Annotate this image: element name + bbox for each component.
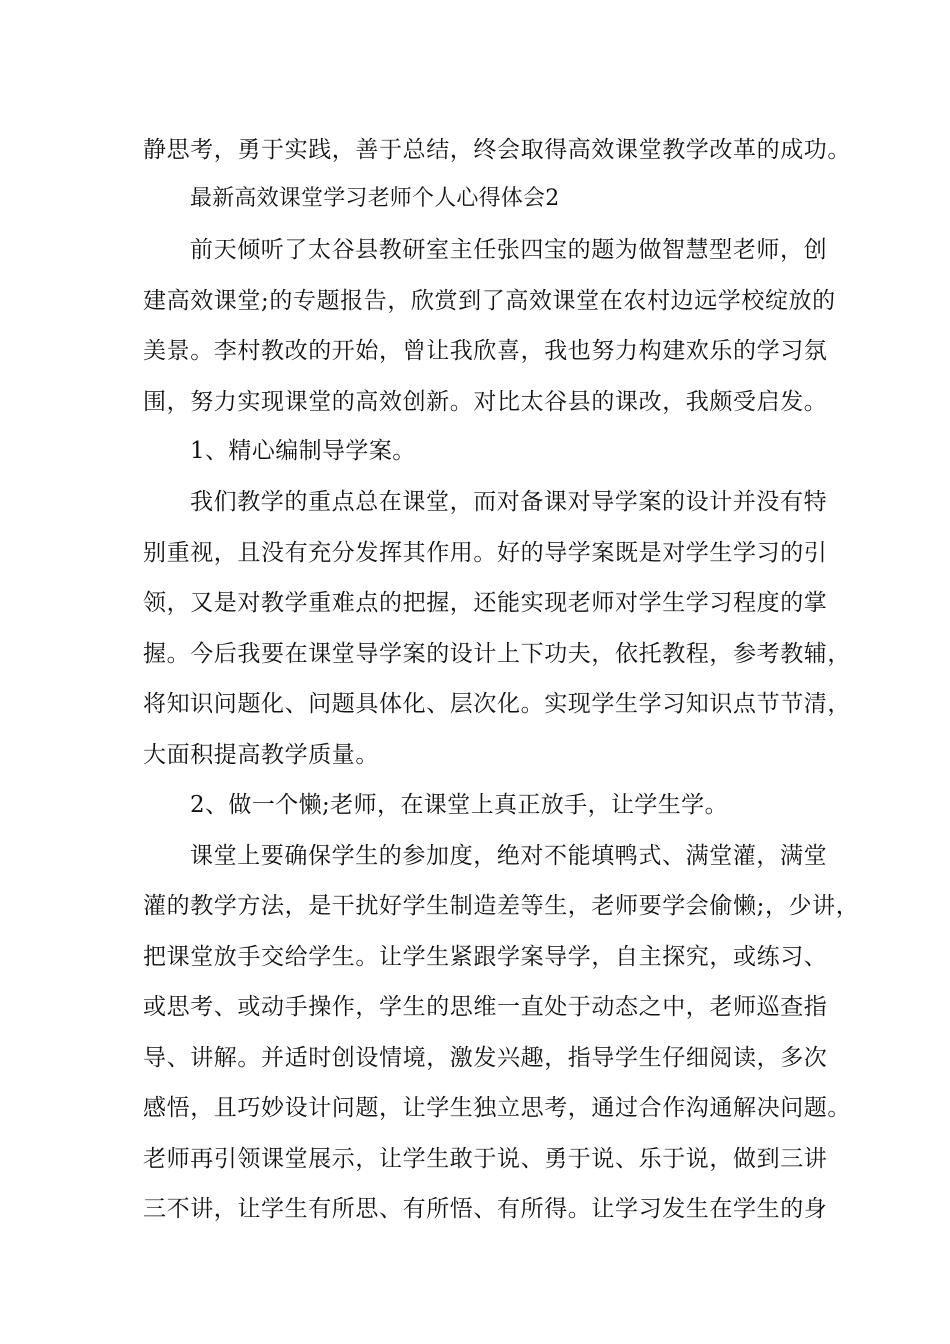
paragraph-line: 前天倾听了太谷县教研室主任张四宝的题为做智慧型老师，创: [190, 237, 828, 263]
section-heading: 最新高效课堂学习老师个人心得体会2: [190, 186, 560, 211]
paragraph-line: 静思考，勇于实践，善于总结，终会取得高效课堂教学改革的成功。: [143, 137, 851, 163]
paragraph-line: 别重视，且没有充分发挥其作用。好的导学案既是对学生学习的引: [143, 540, 828, 566]
paragraph-line: 把课堂放手交给学生。让学生紧跟学案导学，自主探究，或练习、: [143, 944, 828, 970]
paragraph-line: 大面积提高教学质量。: [143, 742, 379, 768]
paragraph-line: 感悟，且巧妙设计问题，让学生独立思考，通过合作沟通解决问题。: [143, 1095, 851, 1121]
paragraph-line: 灌的教学方法，是干扰好学生制造差等生，老师要学会偷懒;，少讲，: [143, 893, 860, 919]
paragraph-line: 围，努力实现课堂的高效创新。对比太谷县的课改，我颇受启发。: [143, 389, 828, 415]
paragraph-line: 领，又是对教学重难点的把握，还能实现老师对学生学习程度的掌: [143, 590, 828, 616]
paragraph-line: 或思考、或动手操作，学生的思维一直处于动态之中，老师巡查指: [143, 994, 828, 1020]
paragraph-line: 将知识问题化、问题具体化、层次化。实现学生学习知识点节节清，: [143, 691, 851, 717]
paragraph-line: 美景。李村教改的开始，曾让我欣喜，我也努力构建欢乐的学习氛: [143, 338, 828, 364]
paragraph-line: 建高效课堂;的专题报告，欣赏到了高效课堂在农村边远学校绽放的: [143, 288, 836, 314]
list-item-heading: 1、精心编制导学案。: [190, 438, 416, 464]
paragraph-line: 三不讲，让学生有所思、有所悟、有所得。让学习发生在学生的身: [143, 1196, 828, 1222]
paragraph-line: 导、讲解。并适时创设情境，激发兴趣，指导学生仔细阅读，多次: [143, 1045, 828, 1071]
paragraph-line: 课堂上要确保学生的参加度，绝对不能填鸭式、满堂灌，满堂: [190, 843, 828, 869]
list-item-heading: 2、做一个懒;老师，在课堂上真正放手，让学生学。: [190, 792, 728, 818]
paragraph-line: 老师再引领课堂展示，让学生敢于说、勇于说、乐于说，做到三讲: [143, 1146, 828, 1172]
paragraph-line: 握。今后我要在课堂导学案的设计上下功夫，依托教程，参考教辅，: [143, 641, 851, 667]
paragraph-line: 我们教学的重点总在课堂，而对备课对导学案的设计并没有特: [190, 489, 828, 515]
